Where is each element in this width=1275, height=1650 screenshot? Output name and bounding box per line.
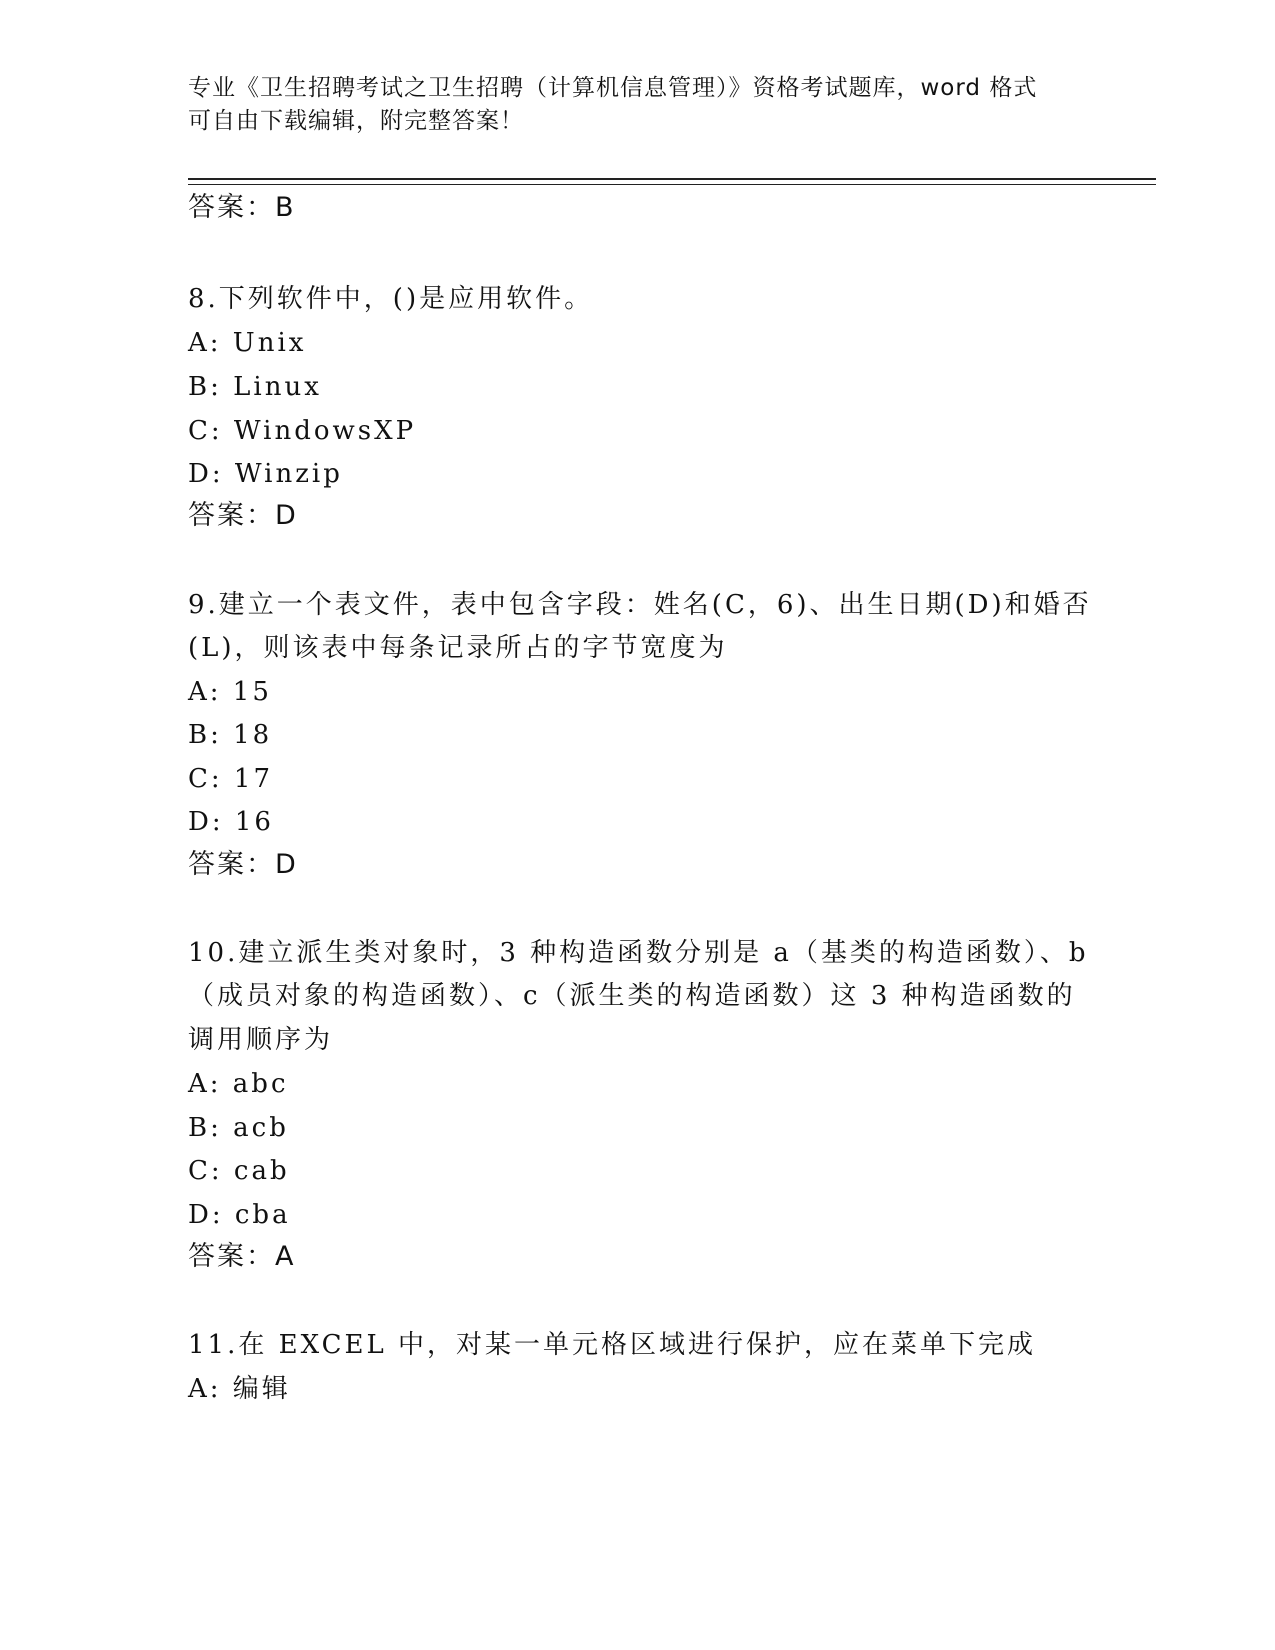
question-stem-10-line-1: 10.建立派生类对象时，3 种构造函数分别是 a（基类的构造函数）、b	[188, 938, 1089, 968]
header-line-2: 可自由下载编辑，附完整答案！	[188, 108, 524, 134]
option-8-b: B: Linux	[188, 372, 322, 402]
question-stem-8: 8.下列软件中，()是应用软件。	[188, 284, 594, 314]
document-header	[188, 72, 1088, 138]
option-8-a: A: Unix	[188, 328, 307, 358]
option-9-b: B: 18	[188, 720, 273, 750]
option-8-c: C: WindowsXP	[188, 416, 417, 446]
option-9-a: A: 15	[188, 677, 272, 707]
question-stem-9-line-1: 9.建立一个表文件，表中包含字段：姓名(C，6)、出生日期(D)和婚否	[188, 590, 1092, 620]
header-divider-thick	[188, 178, 1156, 180]
option-10-d: D: cba	[188, 1200, 291, 1230]
header-line-1: 专业《卫生招聘考试之卫生招聘（计算机信息管理）》资格考试题库，word 格式	[188, 75, 1038, 101]
answer-8: 答案：D	[188, 500, 298, 531]
question-stem-9-line-2: (L)，则该表中每条记录所占的字节宽度为	[188, 633, 728, 663]
option-8-d: D: Winzip	[188, 459, 343, 489]
option-10-a: A: abc	[188, 1069, 289, 1099]
option-9-c: C: 17	[188, 764, 274, 794]
option-9-d: D: 16	[188, 807, 274, 837]
answer-9: 答案：D	[188, 849, 298, 880]
question-stem-11: 11.在 EXCEL 中，对某一单元格区域进行保护，应在菜单下完成	[188, 1330, 1037, 1360]
option-11-a: A: 编辑	[188, 1374, 291, 1404]
header-divider-thin	[188, 184, 1156, 185]
question-stem-10-line-3: 调用顺序为	[188, 1025, 334, 1055]
option-10-c: C: cab	[188, 1156, 290, 1186]
option-10-b: B: acb	[188, 1113, 289, 1143]
answer-line: 答案：B	[188, 192, 296, 223]
answer-10: 答案：A	[188, 1241, 296, 1272]
question-stem-10-line-2: （成员对象的构造函数）、c（派生类的构造函数）这 3 种构造函数的	[188, 981, 1076, 1011]
